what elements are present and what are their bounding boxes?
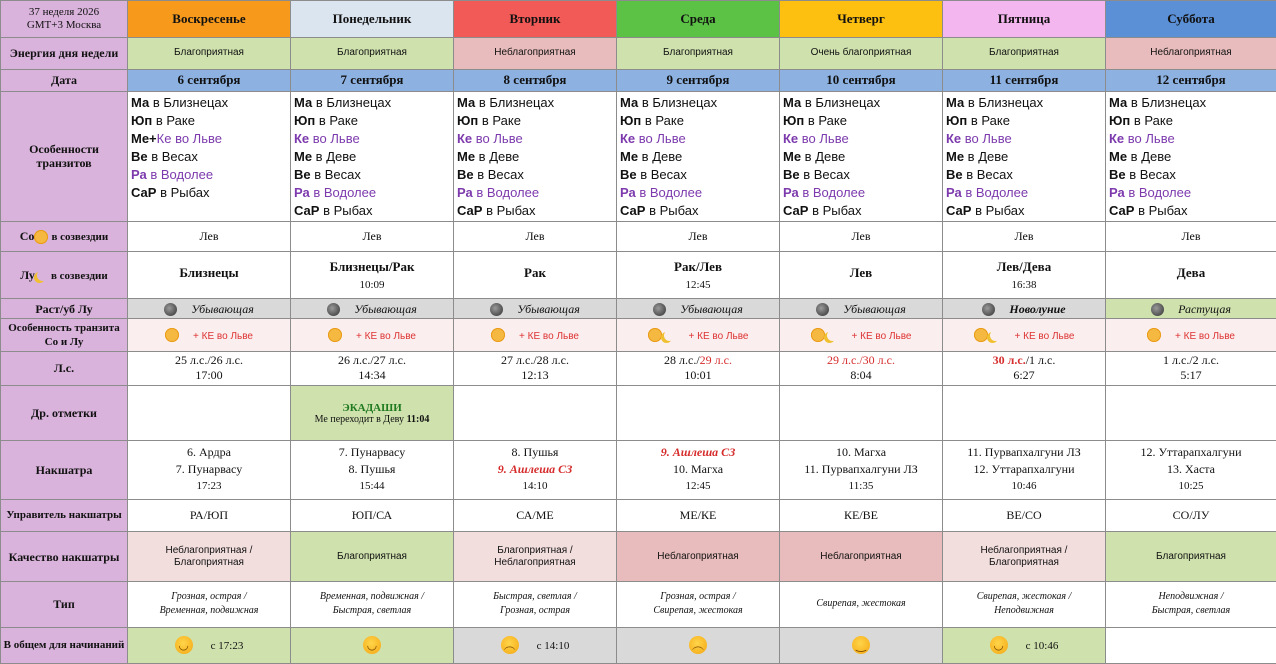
transit-line: Ме в Деве [457, 148, 520, 164]
transit-line: Юп в Раке [294, 112, 358, 128]
ekadashi-label: ЭКАДАШИ [342, 401, 402, 414]
transit-line: Ке во Льве [783, 130, 849, 146]
moon-phase-cell: Убывающая [780, 299, 943, 319]
ruler-cell: СА/МЕ [454, 499, 617, 531]
sun-moon-row [1, 319, 1276, 351]
transit-line: Ра в Водолее [457, 184, 540, 200]
quality-cell: Неблагоприятная [617, 531, 780, 581]
moon-sign-cell: Лев/Дева 16:38 [943, 251, 1106, 298]
sad-face-icon: ︵ [501, 636, 519, 654]
overall-cell: ◡ с 17:23 [128, 627, 291, 663]
energy-cell: Очень благоприятная [780, 38, 943, 69]
transit-line: Ра в Водолее [620, 184, 703, 200]
day-header-friday: Пятница [943, 1, 1106, 38]
nakshatra-cell: 12. Уттарапхалгуни 13. Хаста 10:25 [1106, 441, 1276, 499]
date-cell: 7 сентября [291, 69, 454, 91]
transit-line: Ке во Льве [1109, 130, 1175, 146]
overall-cell [291, 627, 454, 663]
date-cell: 6 сентября [128, 69, 291, 91]
crescent-moon-icon [37, 270, 48, 281]
transit-line: Ке во Льве [946, 130, 1012, 146]
moon-sign-cell: Рак [454, 251, 617, 298]
timezone-label: GMT+3 Москва [26, 19, 102, 32]
moon-phase-cell: Растущая [1106, 299, 1276, 319]
sun-sign-cell: Лев [943, 221, 1106, 251]
lunar-days-cell: 29 л.с./30 л.с. 8:04 [780, 351, 943, 385]
day-header-thursday: Четверг [780, 1, 943, 38]
new-moon-icon [982, 303, 995, 316]
overall-cell: ◡ с 10:46 [943, 627, 1106, 663]
moon-sign-cell: Близнецы/Рак 10:09 [291, 251, 454, 298]
transit-line: Ке во Льве [620, 130, 686, 146]
nakshatra-cell: 9. Ашлеша СЗ 10. Магха 12:45 [617, 441, 780, 499]
moon-phase-row [1, 299, 1276, 319]
transit-line: Юп в Раке [1109, 112, 1173, 128]
type-row [1, 582, 1276, 627]
transit-line: Ма в Близнецах [1109, 94, 1207, 110]
lunar-days-label: Л.с. [1, 351, 128, 385]
marks-label: Др. отметки [1, 385, 128, 440]
sun-moon-cell: + КЕ во Льве [617, 319, 780, 351]
lunar-days-cell: 27 л.с./28 л.с. 12:13 [454, 351, 617, 385]
transit-line: Ра в Водолее [783, 184, 866, 200]
transit-line: Ке во Льве [294, 130, 360, 146]
moon-sign-label: Лу в созвездии [1, 251, 128, 298]
sun-icon [811, 328, 825, 342]
transit-line: Ве в Весах [294, 166, 361, 182]
type-cell: Быстрая, светлая / Грозная, острая [454, 582, 617, 627]
marks-cell [128, 385, 291, 440]
sun-icon [974, 328, 988, 342]
energy-label: Энергия дня недели [1, 38, 128, 69]
moon-icon [816, 303, 829, 316]
moon-phase-cell: Убывающая [128, 299, 291, 319]
date-cell: 12 сентября [1106, 69, 1276, 91]
moon-sign-cell: Близнецы [128, 251, 291, 298]
transit-line: Юп в Раке [457, 112, 521, 128]
moon-phase-cell: Убывающая [291, 299, 454, 319]
moon-sign-cell: Дева [1106, 251, 1276, 298]
sun-sign-cell: Лев [454, 221, 617, 251]
transits-cell [617, 91, 780, 221]
sun-sign-label: Со в созвездии [1, 221, 128, 251]
moon-icon [1151, 303, 1164, 316]
moon-icon [653, 303, 666, 316]
transits-cell [454, 91, 617, 221]
marks-cell [617, 385, 780, 440]
transit-line: Юп в Раке [620, 112, 684, 128]
lunar-days-cell: 28 л.с./29 л.с. 10:01 [617, 351, 780, 385]
transit-line: СаР в Рыбах [783, 202, 862, 218]
transit-line: Ра в Водолее [294, 184, 377, 200]
transit-line: СаР в Рыбах [1109, 202, 1188, 218]
nakshatra-label: Накшатра [1, 441, 128, 499]
moon-sign-row [1, 251, 1276, 298]
sun-sign-row [1, 221, 1276, 251]
sun-moon-cell: + КЕ во Льве [128, 319, 291, 351]
overall-row [1, 627, 1276, 663]
lunar-days-cell: 26 л.с./27 л.с. 14:34 [291, 351, 454, 385]
moon-phase-cell: Убывающая [454, 299, 617, 319]
type-cell: Неподвижная / Быстрая, светлая [1106, 582, 1276, 627]
smiling-face-icon: ◡ [363, 636, 381, 654]
transit-line: Ве в Весах [783, 166, 850, 182]
marks-cell [454, 385, 617, 440]
date-cell: 9 сентября [617, 69, 780, 91]
overall-cell [617, 627, 780, 663]
overall-label: В общем для начинаний [1, 627, 128, 663]
neutral-face-icon: ‿ [852, 636, 870, 654]
transit-line: СаР в Рыбах [294, 202, 373, 218]
sun-sign-cell: Лев [128, 221, 291, 251]
quality-cell: Благоприятная [291, 531, 454, 581]
energy-cell: Неблагоприятная [1106, 38, 1276, 69]
transit-line: Ве в Весах [131, 148, 198, 164]
date-label: Дата [1, 69, 128, 91]
type-cell: Свирепая, жестокая / Неподвижная [943, 582, 1106, 627]
ruler-cell: ЮП/СА [291, 499, 454, 531]
overall-cell: ︵ с 14:10 [454, 627, 617, 663]
day-header-tuesday: Вторник [454, 1, 617, 38]
sun-moon-cell: + КЕ во Льве [943, 319, 1106, 351]
energy-row [1, 38, 1276, 69]
lunar-days-cell: 30 л.с./1 л.с. 6:27 [943, 351, 1106, 385]
transit-line: Ме+Ке во Льве [131, 130, 222, 146]
marks-cell [291, 385, 454, 440]
energy-cell: Благоприятная [943, 38, 1106, 69]
ruler-label: Управитель накшатры [1, 499, 128, 531]
date-row [1, 69, 1276, 91]
sun-moon-cell: + КЕ во Льве [780, 319, 943, 351]
sun-icon [491, 328, 505, 342]
sun-icon [328, 328, 342, 342]
transit-line: Ма в Близнецах [457, 94, 555, 110]
nakshatra-cell: 10. Магха 11. Пурвапхалгуни ЛЗ 11:35 [780, 441, 943, 499]
sun-moon-cell: + КЕ во Льве [454, 319, 617, 351]
sun-icon [165, 328, 179, 342]
crescent-moon-icon [664, 330, 675, 341]
transit-line: Ма в Близнецах [294, 94, 392, 110]
transit-line: Ве в Весах [1109, 166, 1176, 182]
transit-line: Ве в Весах [620, 166, 687, 182]
transit-line: Ве в Весах [946, 166, 1013, 182]
transits-cell [1106, 91, 1276, 221]
quality-cell: Неблагоприятная / Благоприятная [943, 531, 1106, 581]
type-label: Тип [1, 582, 128, 627]
date-cell: 11 сентября [943, 69, 1106, 91]
type-cell: Временная, подвижная / Быстрая, светлая [291, 582, 454, 627]
day-header-wednesday: Среда [617, 1, 780, 38]
ruler-cell: КЕ/ВЕ [780, 499, 943, 531]
type-cell: Свирепая, жестокая [780, 582, 943, 627]
energy-cell: Неблагоприятная [454, 38, 617, 69]
sun-sign-cell: Лев [617, 221, 780, 251]
quality-cell: Неблагоприятная / Благоприятная [128, 531, 291, 581]
transit-line: Ра в Водолее [131, 166, 214, 182]
transit-line: Юп в Раке [131, 112, 195, 128]
moon-phase-cell: Новолуние [943, 299, 1106, 319]
transit-line: Ве в Весах [457, 166, 524, 182]
moon-icon [164, 303, 177, 316]
nakshatra-row [1, 441, 1276, 499]
quality-row [1, 531, 1276, 581]
moon-icon [490, 303, 503, 316]
marks-row [1, 385, 1276, 440]
transits-cell [291, 91, 454, 221]
quality-cell: Благоприятная [1106, 531, 1276, 581]
quality-cell: Благоприятная / Неблагоприятная [454, 531, 617, 581]
sun-moon-cell: + КЕ во Льве [291, 319, 454, 351]
header-row [1, 1, 1276, 38]
moon-sign-cell: Лев [780, 251, 943, 298]
marks-cell [1106, 385, 1276, 440]
transits-cell [780, 91, 943, 221]
date-cell: 10 сентября [780, 69, 943, 91]
transit-line: Ра в Водолее [1109, 184, 1192, 200]
sun-moon-cell: + КЕ во Льве [1106, 319, 1276, 351]
transits-label: Особенности транзитов [1, 91, 128, 221]
moon-sign-cell: Рак/Лев 12:45 [617, 251, 780, 298]
transits-cell [943, 91, 1106, 221]
moon-phase-cell: Убывающая [617, 299, 780, 319]
sun-sign-cell: Лев [1106, 221, 1276, 251]
ruler-cell: МЕ/КЕ [617, 499, 780, 531]
sun-icon [34, 230, 48, 244]
lunar-days-cell: 25 л.с./26 л.с. 17:00 [128, 351, 291, 385]
transit-line: Юп в Раке [946, 112, 1010, 128]
transit-line: Ме в Деве [783, 148, 846, 164]
overall-cell [780, 627, 943, 663]
lunar-days-cell: 1 л.с./2 л.с. 5:17 [1106, 351, 1276, 385]
transit-line: СаР в Рыбах [620, 202, 699, 218]
day-header-sunday: Воскресенье [128, 1, 291, 38]
date-cell: 8 сентября [454, 69, 617, 91]
nakshatra-cell: 6. Ардра 7. Пунарвасу 17:23 [128, 441, 291, 499]
transits-cell [128, 91, 291, 221]
sun-icon [1147, 328, 1161, 342]
transit-line: Ме в Деве [620, 148, 683, 164]
smiling-face-icon: ◡ [990, 636, 1008, 654]
lunar-days-row [1, 351, 1276, 385]
sun-icon [648, 328, 662, 342]
energy-cell: Благоприятная [291, 38, 454, 69]
crescent-moon-icon [990, 330, 1001, 341]
marks-cell [780, 385, 943, 440]
transit-line: Юп в Раке [783, 112, 847, 128]
transit-line: СаР в Рыбах [946, 202, 1025, 218]
day-header-monday: Понедельник [291, 1, 454, 38]
nakshatra-cell: 7. Пунарвасу 8. Пушья 15:44 [291, 441, 454, 499]
mercury-note: Ме переходит в Деву 11:04 [314, 413, 430, 425]
week-label: 37 неделя 2026 [28, 6, 100, 19]
energy-cell: Благоприятная [617, 38, 780, 69]
week-corner [1, 1, 128, 38]
moon-icon [327, 303, 340, 316]
overall-cell [1106, 627, 1276, 663]
transit-line: Ме в Деве [946, 148, 1009, 164]
transit-line: Ма в Близнецах [783, 94, 881, 110]
day-header-saturday: Суббота [1106, 1, 1276, 38]
marks-cell [943, 385, 1106, 440]
sad-face-icon: ︵ [689, 636, 707, 654]
ruler-cell: СО/ЛУ [1106, 499, 1276, 531]
transits-row [1, 91, 1276, 221]
transit-line: Ма в Близнецах [131, 94, 229, 110]
nakshatra-cell: 11. Пурвапхалгуни ЛЗ 12. Уттарапхалгуни 10:46 [943, 441, 1106, 499]
transit-line: СаР в Рыбах [457, 202, 536, 218]
ruler-cell: РА/ЮП [128, 499, 291, 531]
transit-line: Ма в Близнецах [620, 94, 718, 110]
transit-line: Ма в Близнецах [946, 94, 1044, 110]
type-cell: Грозная, острая / Свирепая, жестокая [617, 582, 780, 627]
ruler-row [1, 499, 1276, 531]
transit-line: СаР в Рыбах [131, 184, 210, 200]
type-cell: Грозная, острая / Временная, подвижная [128, 582, 291, 627]
transit-line: Ра в Водолее [946, 184, 1029, 200]
moon-phase-label: Раст/уб Лу [1, 299, 128, 319]
nakshatra-cell: 8. Пушья 9. Ашлеша СЗ 14:10 [454, 441, 617, 499]
transit-line: Ме в Деве [1109, 148, 1172, 164]
crescent-moon-icon [827, 330, 838, 341]
transit-line: Ке во Льве [457, 130, 523, 146]
ruler-cell: ВЕ/СО [943, 499, 1106, 531]
quality-cell: Неблагоприятная [780, 531, 943, 581]
sun-sign-cell: Лев [291, 221, 454, 251]
sun-sign-cell: Лев [780, 221, 943, 251]
energy-cell: Благоприятная [128, 38, 291, 69]
smiling-face-icon: ◡ [175, 636, 193, 654]
quality-label: Качество накшатры [1, 531, 128, 581]
transit-line: Ме в Деве [294, 148, 357, 164]
sun-moon-label: Особенность транзита Со и Лу [1, 319, 128, 351]
